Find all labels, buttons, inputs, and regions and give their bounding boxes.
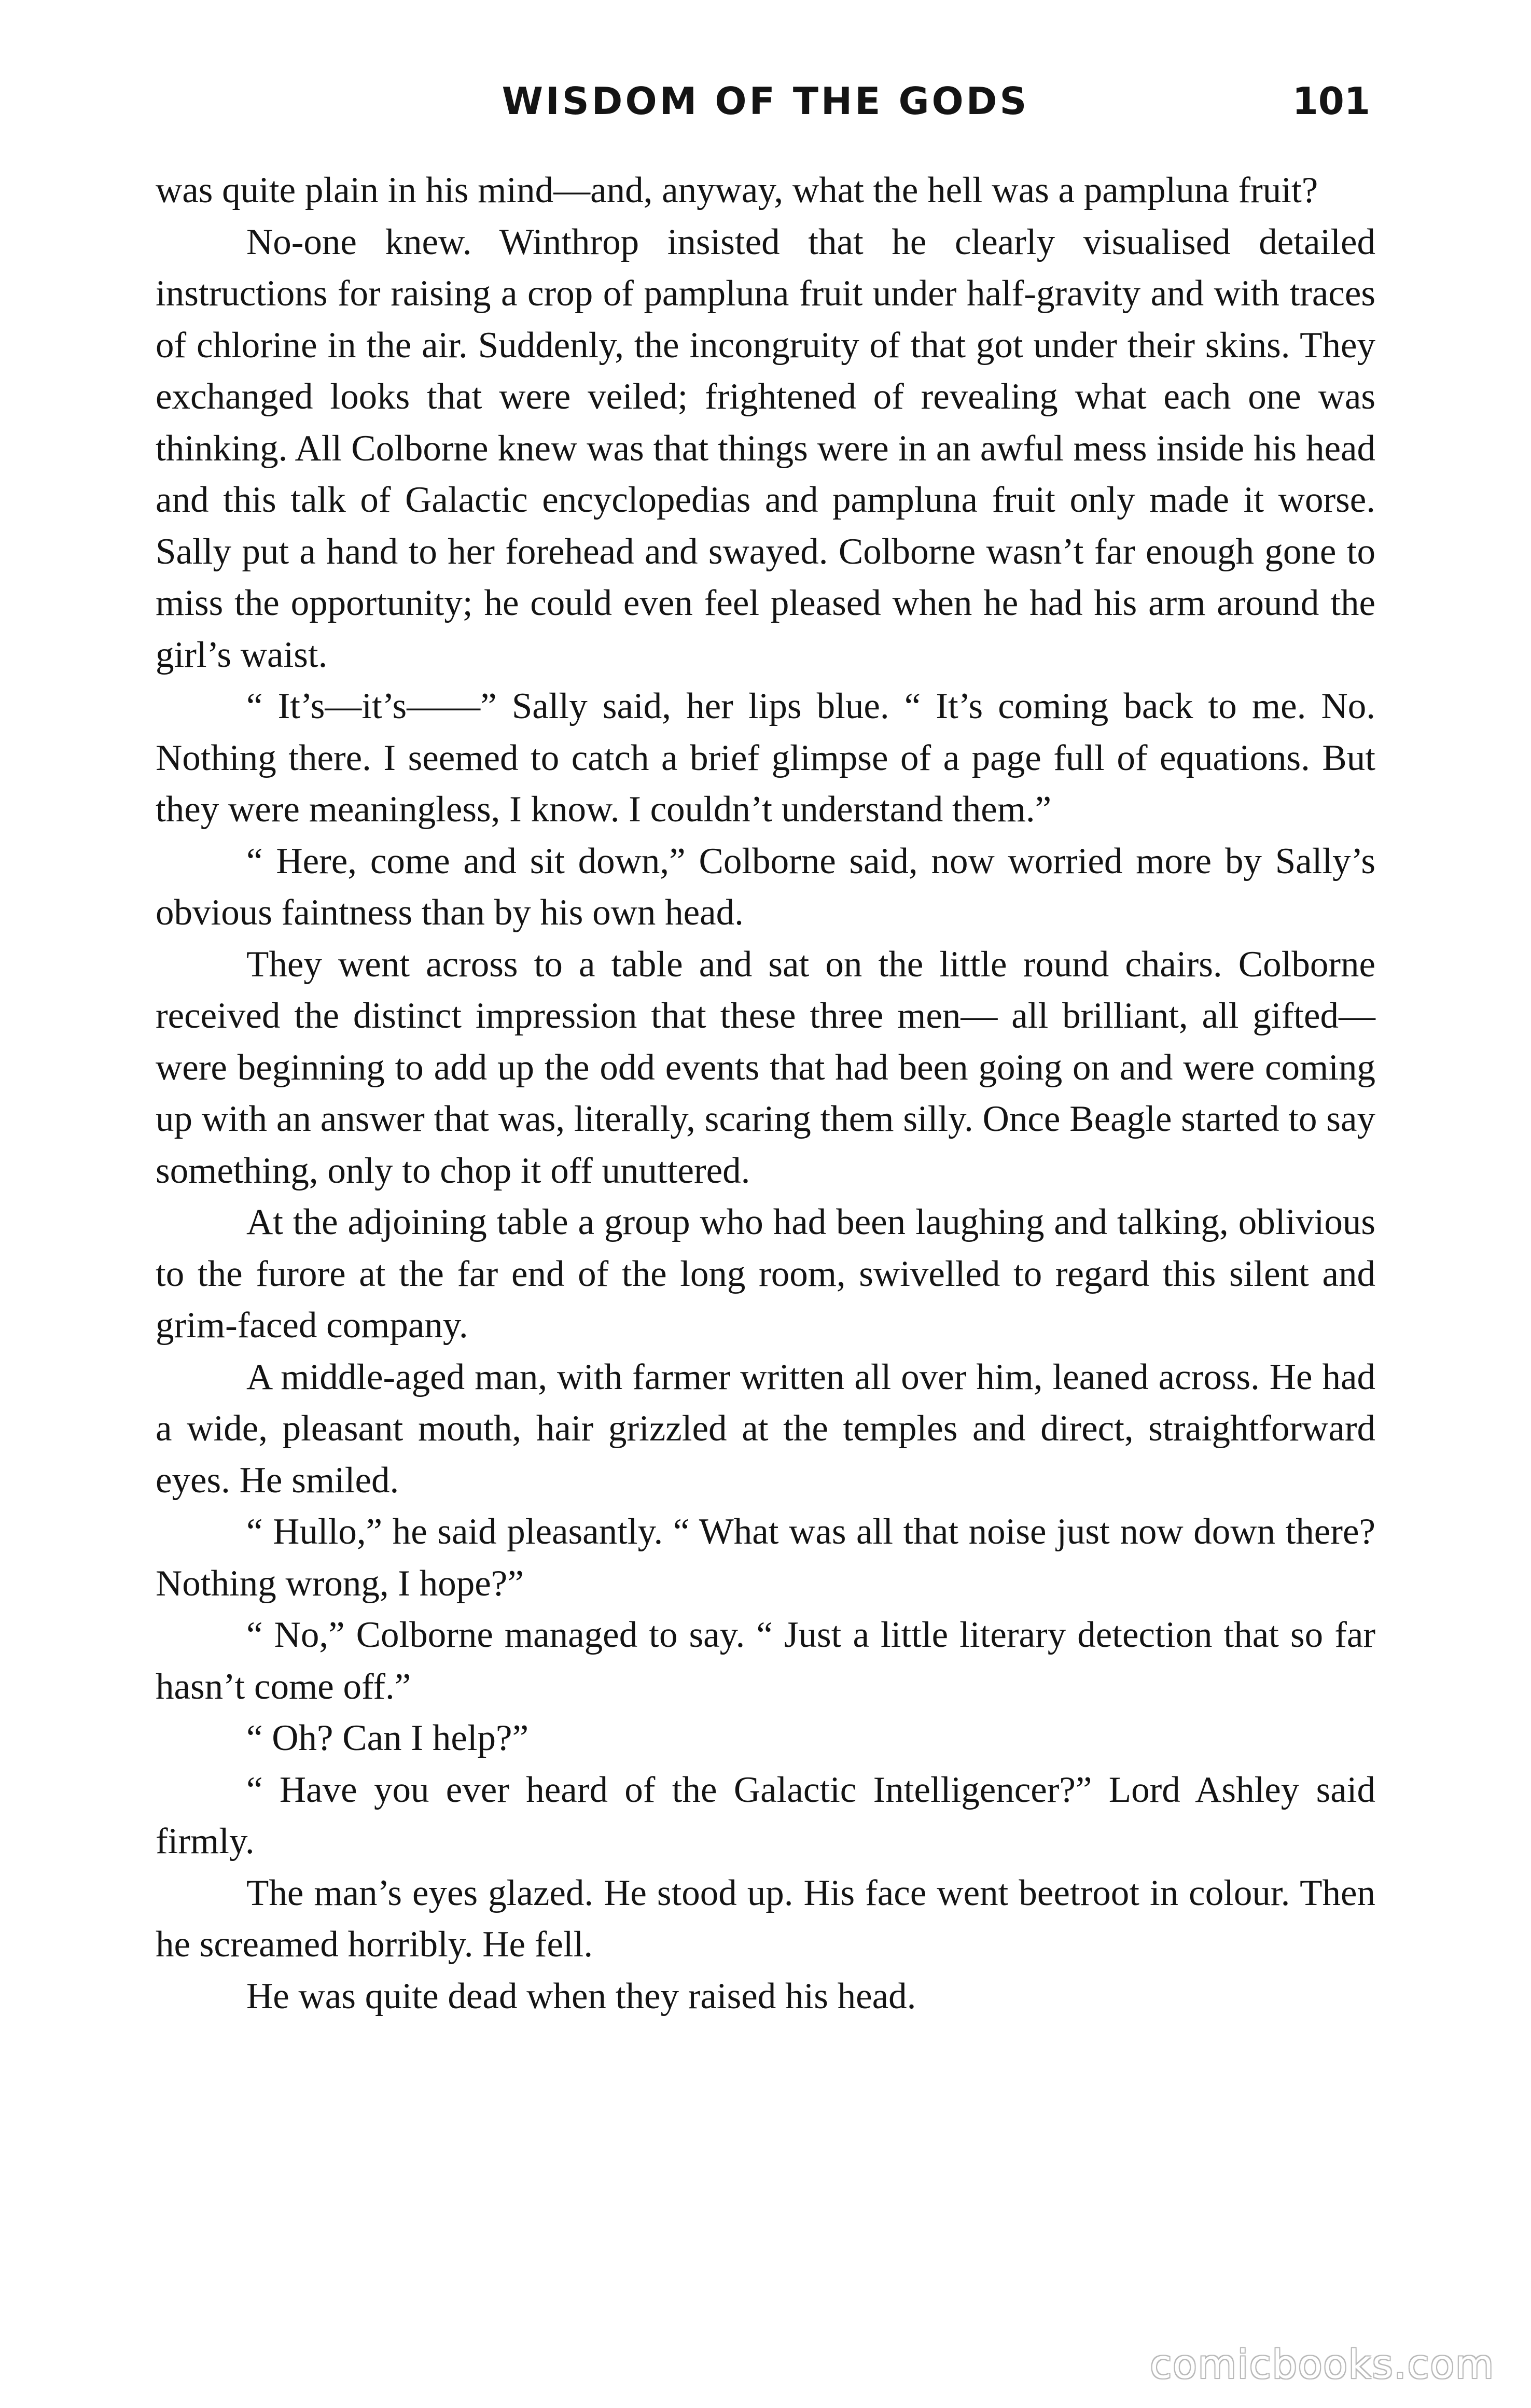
paragraph: He was quite dead when they raised his head.: [246, 1976, 916, 2017]
paragraph: No-one knew. Winthrop insisted that he clearly visualised detailed instructions for raising a crop of pampluna fruit under half-gravity and with traces of chlorine in the air. Suddenly, the incongruity of that got under their skins. They exchanged looks that were veiled; frightened of revealing what each one was thinking. All Colborne knew was that things were in an awful mess inside his head and this talk of Galactic encyclopedias and pampluna fruit only made it worse. Sally put a hand to her forehead and swayed. Colborne wasn’t far enough gone to miss the opportunity; he could even feel pleased when he had his arm around the girl’s waist.: [156, 221, 1375, 675]
paragraph: “ Here, come and sit down,” Colborne said, now worried more by Sally’s obvious faintness than by his own head.: [156, 841, 1375, 933]
paragraph: “ No,” Colborne managed to say. “ Just a little literary detection that so far hasn’t come off.”: [156, 1615, 1375, 1707]
book-page: [156, 0, 1375, 2408]
paragraph: “ Oh? Can I help?”: [246, 1718, 529, 1758]
paragraph: “ It’s—it’s——” Sally said, her lips blue. “ It’s coming back to me. No. Nothing there. I seemed to catch a brief glimpse of a page full of equations. But they were meaningless, I know. I couldn’t understand them.”: [156, 686, 1375, 830]
paragraph: “ Have you ever heard of the Galactic Intelligencer?” Lord Ashley said firmly.: [156, 1769, 1375, 1861]
paragraph: A middle-aged man, with farmer written all over him, leaned across. He had a wide, pleasant mouth, hair grizzled at the temples and direct, straightforward eyes. He smiled.: [156, 1356, 1375, 1501]
page-number: 101: [1292, 79, 1370, 123]
paragraph: The man’s eyes glazed. He stood up. His face went beetroot in colour. Then he screamed horribly. He fell.: [156, 1872, 1375, 1965]
running-head: [156, 73, 1375, 130]
running-title: WISDOM OF THE GODS: [502, 79, 1029, 123]
paragraph: “ Hullo,” he said pleasantly. “ What was all that noise just now down there? Nothing wrong, I hope?”: [156, 1511, 1375, 1604]
paragraph: They went across to a table and sat on the little round chairs. Colborne received the distinct impression that these three men— all brilliant, all gifted—were beginning to add up the odd events that had been going on and were coming up with an answer that was, literally, scaring them silly. Once Beagle started to say something, only to chop it off unuttered.: [156, 944, 1375, 1191]
body-text: [156, 165, 1375, 2022]
site-watermark: comicbooks.com: [1150, 2341, 1495, 2387]
paragraph-continuation: was quite plain in his mind—and, anyway, what the hell was a pampluna fruit?: [156, 170, 1318, 211]
paragraph: At the adjoining table a group who had been laughing and talking, oblivious to the furore at the far end of the long room, swivelled to regard this silent and grim-faced company.: [156, 1202, 1375, 1346]
